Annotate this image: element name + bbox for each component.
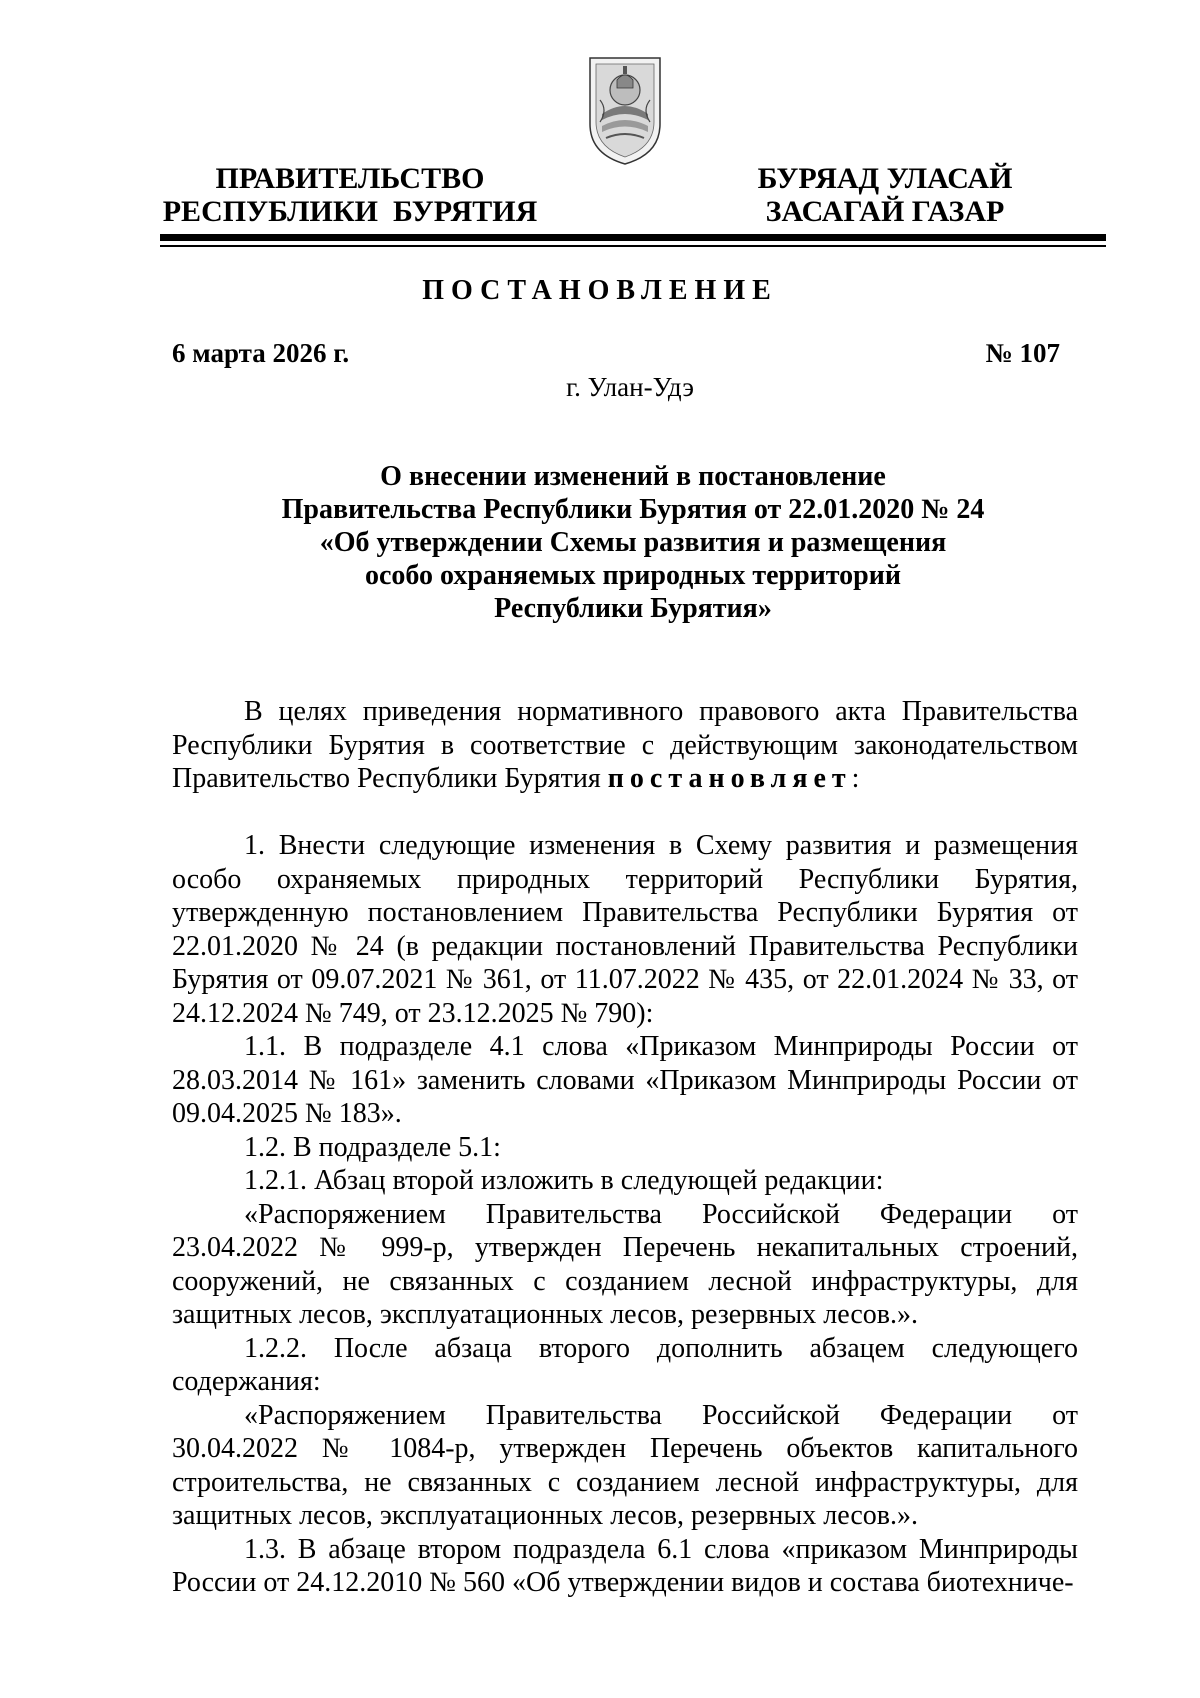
- document-title: [160, 460, 1106, 625]
- document-city: г. Улан-Удэ: [566, 372, 694, 402]
- header-divider-thick: [160, 234, 1106, 241]
- title-line: О внесении изменений в постановление: [380, 461, 886, 492]
- government-name-ru-line1: ПРАВИТЕЛЬСТВО: [215, 162, 485, 195]
- preamble-end: :: [851, 763, 860, 794]
- title-line: Правительства Республики Бурятия от 22.01.2020 № 24: [281, 494, 985, 525]
- document-body: [172, 695, 1078, 1600]
- document-number: № 107: [985, 338, 1060, 368]
- body-paragraph: 1.1. В подразделе 4.1 слова «Приказом Минприроды России от 28.03.2014 № 161» заменить словами «Приказом Минприроды России от 09.04.2025 № 183».: [172, 1031, 1078, 1129]
- title-line: особо охраняемых природных территорий: [364, 560, 902, 591]
- body-paragraph: 1.3. В абзаце втором подраздела 6.1 слова «приказом Минприроды России от 24.12.2010 № 560 «Об утверждении видов и состава биотехниче-: [172, 1533, 1078, 1598]
- government-name-ru: [160, 162, 540, 228]
- government-name-bua: [740, 162, 1030, 228]
- body-paragraph: 1.2.1. Абзац второй изложить в следующей редакции:: [244, 1165, 884, 1196]
- preamble-paragraph: [172, 695, 1078, 796]
- document-type: ПОСТАНОВЛЕНИЕ: [422, 275, 778, 306]
- government-name-ru-line2: РЕСПУБЛИКИ БУРЯТИЯ: [162, 195, 538, 228]
- body-paragraph: 1.2. В подразделе 5.1:: [244, 1131, 501, 1163]
- title-line: «Об утверждении Схемы развития и размещения: [319, 527, 947, 558]
- body-paragraph: 1. Внести следующие изменения в Схему развития и размещения особо охраняемых природных территорий Республики Бурятия, утвержденную постановлением Правительства Республики Бурятия от 22.01.2020 № 24 (в редакции постановлений Правительства Республики Бурятия от 09.07.2021 № 361, от 11.07.2022 № 435, от 22.01.2024 № 33, от 24.12.2024 № 749, от 23.12.2025 № 790):: [172, 830, 1078, 1029]
- government-name-bua-line1: БУРЯАД УЛАСАЙ: [757, 162, 1013, 195]
- body-paragraph: «Распоряжением Правительства Российской Федерации от 23.04.2022 № 999-р, утвержден Перечень некапитальных строений, сооружений, не связанных с созданием лесной инфраструктуры, для защитных лесов, эксплуатационных лесов, резервных лесов.».: [172, 1198, 1078, 1330]
- title-line: Республики Бурятия»: [494, 593, 772, 624]
- coat-of-arms-icon: [586, 50, 664, 168]
- government-name-bua-line2: ЗАСАГАЙ ГАЗАР: [765, 195, 1005, 228]
- body-paragraph: 1.2.2. После абзаца второго дополнить абзацем следующего содержания:: [172, 1332, 1078, 1397]
- preamble-text: В целях приведения нормативного правового акта Правительства Республики Бурятия в соответствие с действующим законодательством Правительство Республики Бурятия: [172, 696, 1078, 794]
- document-date: 6 марта 2026 г.: [172, 338, 350, 368]
- body-paragraph: «Распоряжением Правительства Российской Федерации от 30.04.2022 № 1084-р, утвержден Перечень объектов капитального строительства, не связанных с созданием лесной инфраструктуры, для защитных лесов, эксплуатационных лесов, резервных лесов.».: [172, 1399, 1078, 1531]
- header-divider-thin: [160, 245, 1106, 247]
- preamble-keyword: постановляет: [607, 763, 852, 794]
